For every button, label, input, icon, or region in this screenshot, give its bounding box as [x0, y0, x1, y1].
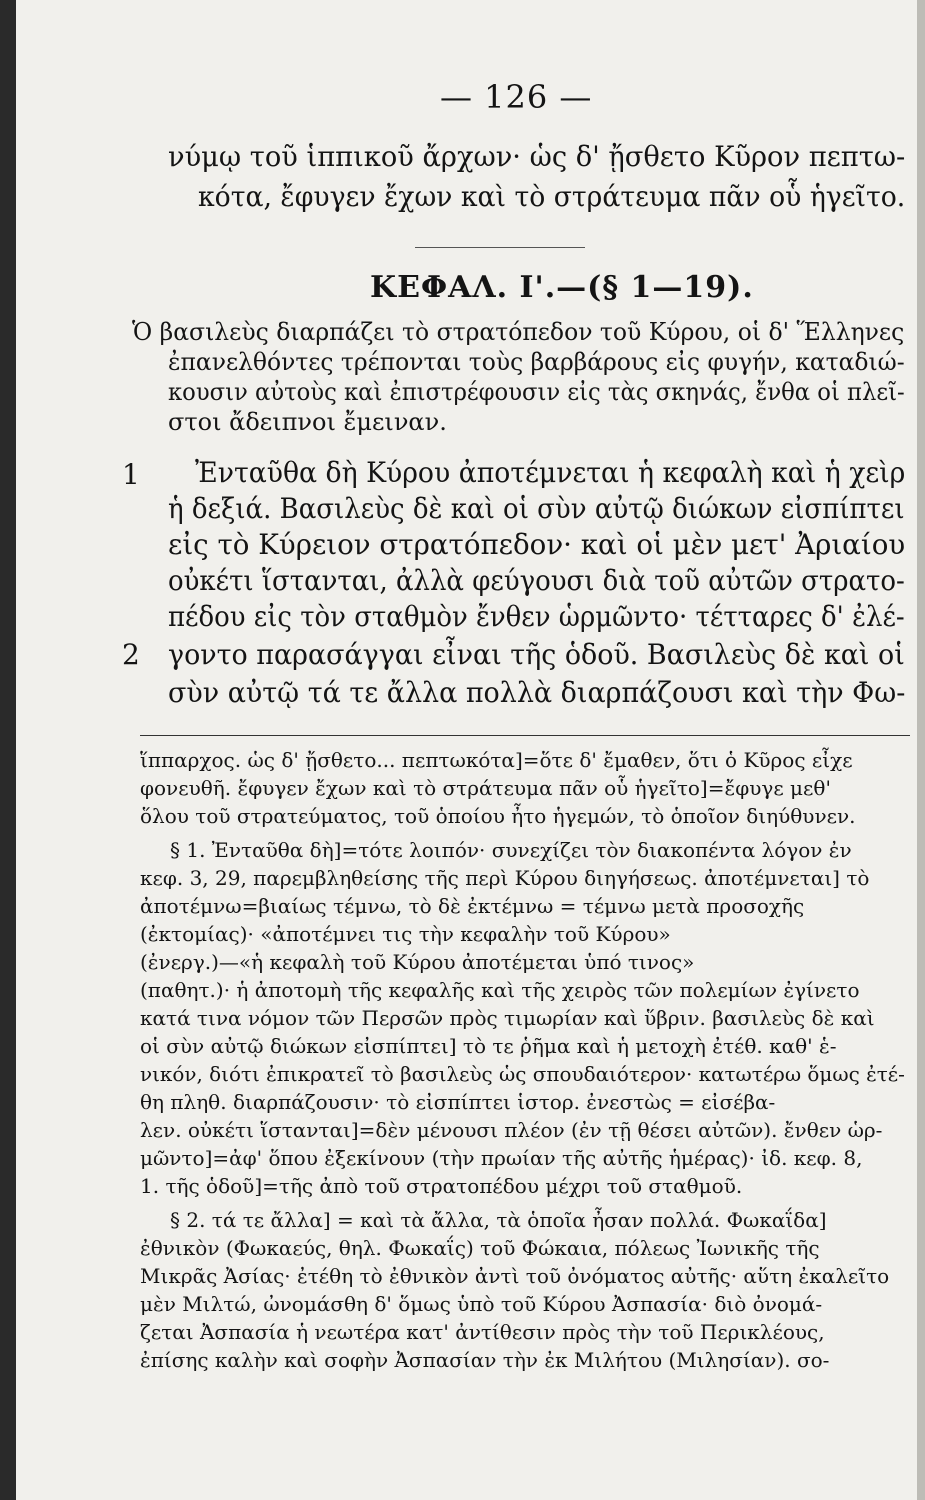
note-line: οἱ σὺν αὐτῷ διώκων εἰσπίπτει] τὸ τε ῥῆμα καὶ ἡ μετοχὴ ἐτέθ. καθ' ἑ- [140, 1034, 837, 1058]
footnote-separator [140, 735, 910, 736]
note-line: μὲν Μιλτώ, ὠνομάσθη δ' ὅμως ὑπὸ τοῦ Κύρου Ἀσπασία· διὸ ὀνομά- [140, 1292, 823, 1316]
note-line: ζεται Ἀσπασία ἡ νεωτέρα κατ' ἀντίθεσιν πρὸς τὴν τοῦ Περικλέους, [140, 1320, 825, 1344]
chapter-heading: ΚΕΦΑΛ. Ι'.—(§ 1—19). [370, 270, 754, 305]
text-line: εἰς τὸ Κύρειον στρατόπεδον· καὶ οἱ μὲν μετ' Ἀριαίου [168, 528, 906, 561]
note-line: λεν. οὐκέτι ἵστανται]=δὲν μένουσι πλέον (ἐν τῇ θέσει αὐτῶν). ἔνθεν ὡρ- [140, 1118, 883, 1142]
note-line: ἵππαρχος. ὡς δ' ᾔσθετο... πεπτωκότα]=ὅτε δ' ἔμαθεν, ὅτι ὁ Κῦρος εἶχε [140, 748, 853, 772]
note-line: (παθητ.)· ἡ ἀποτομὴ τῆς κεφαλῆς καὶ τῆς χειρὸς τῶν πολεμίων ἐγίνετο [140, 978, 860, 1002]
note-line: ἐθνικὸν (Φωκαεύς, θηλ. Φωκαΐς) τοῦ Φώκαια, πόλεως Ἰωνικῆς τῆς [140, 1236, 820, 1260]
separator-rule [415, 247, 585, 248]
section-marker: 2 [122, 638, 140, 671]
note-line: θη πληθ. διαρπάζουσιν· τὸ εἰσπίπτει ἱστορ. ἐνεστὼς = εἰσέβα- [140, 1090, 776, 1114]
note-line: (ἐνεργ.)—«ἡ κεφαλὴ τοῦ Κύρου ἀποτέμεται ὑπό τινος» [140, 950, 695, 974]
note-line: Μικρᾶς Ἀσίας· ἐτέθη τὸ ἐθνικὸν ἀντὶ τοῦ ὀνόματος αὐτῆς· αὕτη ἐκαλεῖτο [140, 1264, 890, 1288]
note-line: ὅλου τοῦ στρατεύματος, τοῦ ὁποίου ἦτο ἡγεμών, τὸ ὁποῖον διηύθυνεν. [140, 804, 856, 828]
summary-line: κουσιν αὐτοὺς καὶ ἐπιστρέφουσιν εἰς τὰς σκηνάς, ἔνθα οἱ πλεῖ- [168, 378, 905, 406]
text-line: Ἐνταῦθα δὴ Κύρου ἀποτέμνεται ἡ κεφαλὴ καὶ ἡ χεὶρ [195, 456, 906, 489]
text-line: πέδου εἰς τὸν σταθμὸν ἔνθεν ὡρμῶντο· τέτταρες δ' ἐλέ- [168, 600, 905, 633]
summary-line: ἐπανελθόντες τρέπονται τοὺς βαρβάρους εἰς φυγήν, καταδιώ- [168, 348, 905, 376]
page-right-edge [917, 0, 925, 1500]
text-line: σὺν αὐτῷ τά τε ἄλλα πολλὰ διαρπάζουσι καὶ τὴν Φω- [168, 676, 906, 709]
note-line: § 2. τά τε ἄλλα] = καὶ τὰ ἄλλα, τὰ ὁποῖα ἦσαν πολλά. Φωκαΐδα] [170, 1208, 827, 1232]
note-line: § 1. Ἐνταῦθα δὴ]=τότε λοιπόν· συνεχίζει τὸν διακοπέντα λόγον ἐν [170, 838, 852, 862]
note-line: ἐπίσης καλὴν καὶ σοφὴν Ἀσπασίαν τὴν ἐκ Μιλήτου (Μιλησίαν). σο- [140, 1348, 830, 1372]
summary-line: στοι ἄδειπνοι ἔμειναν. [168, 408, 447, 436]
section-marker: 1 [122, 458, 140, 491]
note-line: μῶντο]=ἀφ' ὅπου ἐξεκίνουν (τὴν πρωίαν τῆς αὐτῆς ἡμέρας)· ἰδ. κεφ. 8, [140, 1146, 863, 1170]
text-line: ἡ δεξιά. Βασιλεὺς δὲ καὶ οἱ σὺν αὐτῷ διώκων εἰσπίπτει [168, 492, 905, 525]
note-line: νικόν, διότι ἐπικρατεῖ τὸ βασιλεὺς ὡς σπουδαιότερον· κατωτέρω ὅμως ἐτέ- [140, 1062, 905, 1086]
text-line: νύμῳ τοῦ ἱππικοῦ ἄρχων· ὡς δ' ᾔσθετο Κῦρον πεπτω- [168, 140, 906, 173]
note-line: κεφ. 3, 29, παρεμβληθείσης τῆς περὶ Κύρου διηγήσεως. ἀποτέμνεται] τὸ [140, 866, 870, 890]
note-line: φονευθῆ. ἔφυγεν ἔχων καὶ τὸ στράτευμα πᾶν οὗ ἡγεῖτο]=ἔφυγε μεθ' [140, 776, 831, 800]
note-line: κατά τινα νόμον τῶν Περσῶν πρὸς τιμωρίαν καὶ ὕβριν. βασιλεὺς δὲ καὶ [140, 1006, 875, 1030]
text-line: οὐκέτι ἵστανται, ἀλλὰ φεύγουσι διὰ τοῦ αὐτῶν στρατο- [168, 564, 905, 597]
page-number: — 126 — [440, 78, 593, 116]
text-line: γοντο παρασάγγαι εἶναι τῆς ὁδοῦ. Βασιλεὺς δὲ καὶ οἱ [168, 638, 905, 671]
note-line: (ἐκτομίας)· «ἀποτέμνει τις τὴν κεφαλὴν τοῦ Κύρου» [140, 922, 671, 946]
note-line: ἀποτέμνω=βιαίως τέμνω, τὸ δὲ ἐκτέμνω = τέμνω μετὰ προσοχῆς [140, 894, 805, 918]
page-left-edge [0, 0, 16, 1500]
text-line: κότα, ἔφυγεν ἔχων καὶ τὸ στράτευμα πᾶν οὗ ἡγεῖτο. [198, 180, 906, 213]
note-line: 1. τῆς ὁδοῦ]=τῆς ἀπὸ τοῦ στρατοπέδου μέχρι τοῦ σταθμοῦ. [140, 1174, 743, 1198]
summary-line: Ὁ βασιλεὺς διαρπάζει τὸ στρατόπεδον τοῦ Κύρου, οἱ δ' Ἕλληνες [132, 318, 905, 346]
